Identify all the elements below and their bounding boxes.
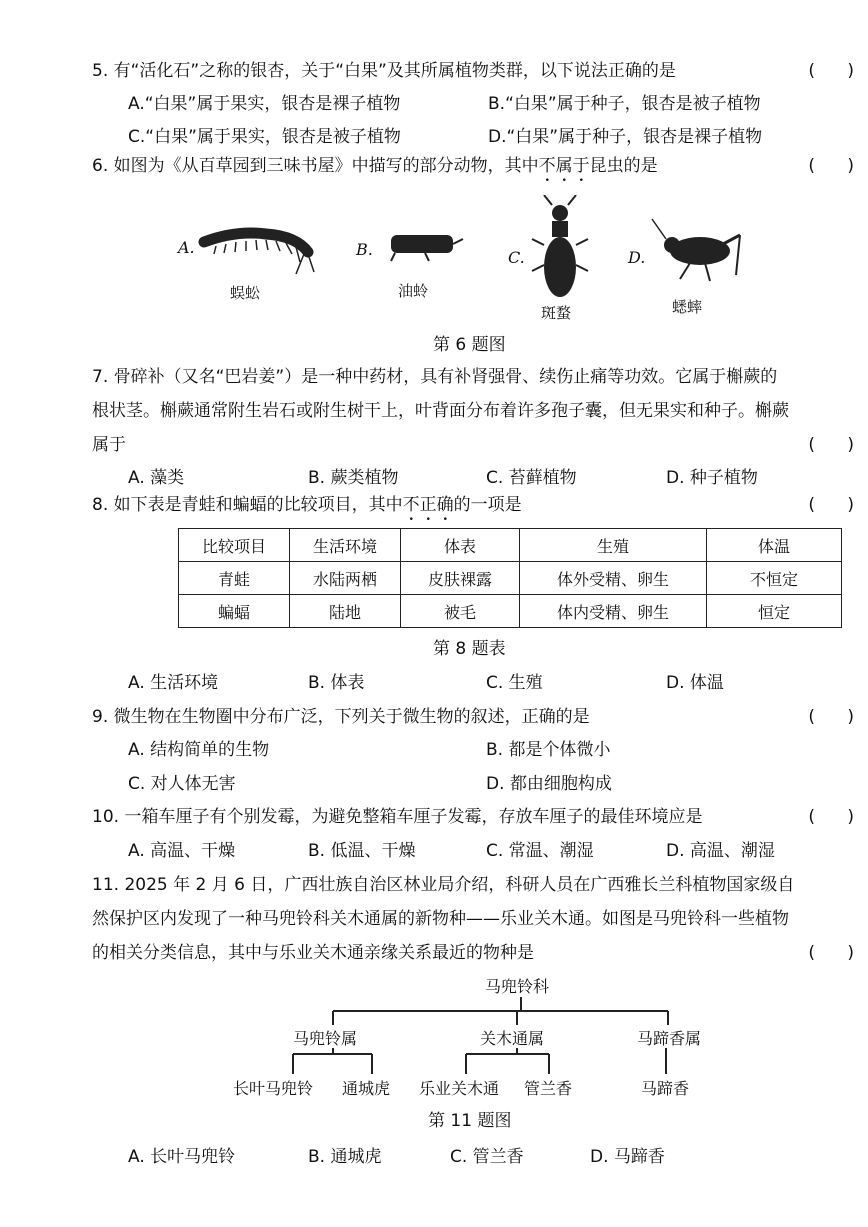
q11-option-b: B. 通城虎 bbox=[308, 1147, 382, 1167]
q9-option-c: C. 对人体无害 bbox=[128, 774, 236, 794]
q8-option-a: A. 生活环境 bbox=[128, 673, 219, 693]
q9-option-a: A. 结构简单的生物 bbox=[128, 740, 270, 760]
q11-caption: 第 11 题图 bbox=[428, 1111, 512, 1131]
tree-root-family: 马兜铃科 bbox=[485, 977, 550, 996]
table-cell: 体内受精、卵生 bbox=[520, 595, 707, 628]
q6-name-cricket: 蟋蟀 bbox=[672, 298, 703, 316]
q9-answer-blank[interactable]: ( ) bbox=[808, 707, 854, 727]
q5-answer-blank[interactable]: ( ) bbox=[808, 61, 854, 81]
q6-label-a: A. bbox=[178, 238, 195, 257]
q5-option-d: D.“白果”属于种子，银杏是裸子植物 bbox=[488, 127, 763, 147]
q5-option-b: B.“白果”属于种子，银杏是被子植物 bbox=[488, 94, 761, 114]
table-header-cell: 生殖 bbox=[520, 529, 707, 562]
q8-answer-blank[interactable]: ( ) bbox=[808, 495, 854, 515]
q10-answer-blank[interactable]: ( ) bbox=[808, 807, 854, 827]
tree-species-1: 长叶马兜铃 bbox=[233, 1079, 314, 1098]
tree-species-4: 管兰香 bbox=[524, 1079, 573, 1098]
tree-genus-aristolochia: 马兜铃属 bbox=[293, 1029, 358, 1048]
q11-option-d: D. 马蹄香 bbox=[590, 1147, 665, 1167]
table-header-cell: 体温 bbox=[707, 529, 842, 562]
q8-caption: 第 8 题表 bbox=[433, 639, 506, 659]
q10-stem: 10. 一箱车厘子有个别发霉，为避免整箱车厘子发霉，存放车厘子的最佳环境应是 bbox=[92, 807, 703, 827]
q6-name-centipede: 蜈蚣 bbox=[230, 284, 261, 302]
q11-option-c: C. 管兰香 bbox=[450, 1147, 524, 1167]
q7-option-a: A. 藻类 bbox=[128, 468, 185, 488]
q6-label-b: B. bbox=[356, 240, 373, 259]
q11-line3: 的相关分类信息，其中与乐业关木通亲缘关系最近的物种是 bbox=[92, 943, 534, 963]
table-cell: 恒定 bbox=[707, 595, 842, 628]
q8-option-d: D. 体温 bbox=[666, 673, 724, 693]
q7-option-b: B. 蕨类植物 bbox=[308, 468, 399, 488]
table-cell: 体外受精、卵生 bbox=[520, 562, 707, 595]
q8-stem-emphasis: 不正确 bbox=[402, 495, 454, 515]
q11-answer-blank[interactable]: ( ) bbox=[808, 943, 854, 963]
q6-answer-blank[interactable]: ( ) bbox=[808, 156, 854, 176]
tree-species-2: 通城虎 bbox=[342, 1079, 391, 1098]
q5-stem: 5. 有“活化石”之称的银杏，关于“白果”及其所属植物类群，以下说法正确的是 bbox=[92, 61, 676, 81]
q6-stem-post: 昆虫的是 bbox=[589, 156, 658, 176]
table-cell: 青蛙 bbox=[179, 562, 290, 595]
table-cell: 蝙蝠 bbox=[179, 595, 290, 628]
tree-genus-isotrema: 关木通属 bbox=[480, 1029, 545, 1048]
q7-option-c: C. 苔藓植物 bbox=[486, 468, 577, 488]
table-header-cell: 生活环境 bbox=[290, 529, 401, 562]
q10-option-a: A. 高温、干燥 bbox=[128, 841, 236, 861]
q7-answer-blank[interactable]: ( ) bbox=[808, 435, 854, 455]
q9-option-b: B. 都是个体微小 bbox=[486, 740, 611, 760]
q5-option-c: C.“白果”属于果实，银杏是被子植物 bbox=[128, 127, 401, 147]
table-header-cell: 体表 bbox=[401, 529, 520, 562]
q8-option-b: B. 体表 bbox=[308, 673, 365, 693]
q8-option-c: C. 生殖 bbox=[486, 673, 543, 693]
q9-stem: 9. 微生物在生物圈中分布广泛，下列关于微生物的叙述，正确的是 bbox=[92, 707, 590, 727]
q7-line2: 根状茎。槲蕨通常附生岩石或附生树干上，叶背面分布着许多孢子囊，但无果实和种子。槲蕨 bbox=[92, 401, 789, 421]
q10-option-b: B. 低温、干燥 bbox=[308, 841, 416, 861]
tree-species-3: 乐业关木通 bbox=[419, 1079, 500, 1098]
table-cell: 陆地 bbox=[290, 595, 401, 628]
q6-stem-emphasis: 不属于 bbox=[538, 156, 590, 176]
table-cell: 皮肤裸露 bbox=[401, 562, 520, 595]
q6-caption: 第 6 题图 bbox=[433, 335, 506, 355]
q8-stem-pre: 8. 如下表是青蛙和蝙蝠的比较项目，其中 bbox=[92, 495, 403, 515]
q8-stem-post: 的一项是 bbox=[453, 495, 522, 515]
q7-option-d: D. 种子植物 bbox=[666, 468, 758, 488]
tree-genus-saruma: 马蹄香属 bbox=[637, 1029, 702, 1048]
q6-name-banmao: 斑蝥 bbox=[541, 304, 572, 322]
q6-label-c: C. bbox=[508, 248, 525, 267]
q7-line3: 属于 bbox=[92, 435, 126, 455]
q10-option-d: D. 高温、潮湿 bbox=[666, 841, 775, 861]
q10-option-c: C. 常温、潮湿 bbox=[486, 841, 594, 861]
q7-line1: 7. 骨碎补（又名“巴岩姜”）是一种中药材，具有补肾强骨、续伤止痛等功效。它属于槲蕨的 bbox=[92, 367, 778, 387]
q11-line2: 然保护区内发现了一种马兜铃科关木通属的新物种——乐业关木通。如图是马兜铃科一些植物 bbox=[92, 909, 789, 929]
table-cell: 被毛 bbox=[401, 595, 520, 628]
table-header-cell: 比较项目 bbox=[179, 529, 290, 562]
q6-label-d: D. bbox=[628, 248, 646, 267]
tree-species-5: 马蹄香 bbox=[641, 1079, 690, 1098]
table-cell: 不恒定 bbox=[707, 562, 842, 595]
q6-stem-pre: 6. 如图为《从百草园到三味书屋》中描写的部分动物，其中 bbox=[92, 156, 539, 176]
q11-line1: 11. 2025 年 2 月 6 日，广西壮族自治区林业局介绍，科研人员在广西雅长兰科植物国家级自 bbox=[92, 875, 795, 895]
q11-option-a: A. 长叶马兜铃 bbox=[128, 1147, 236, 1167]
q9-option-d: D. 都由细胞构成 bbox=[486, 774, 612, 794]
q6-name-youling: 油蛉 bbox=[398, 282, 429, 300]
q5-option-a: A.“白果”属于果实，银杏是裸子植物 bbox=[128, 94, 401, 114]
table-cell: 水陆两栖 bbox=[290, 562, 401, 595]
